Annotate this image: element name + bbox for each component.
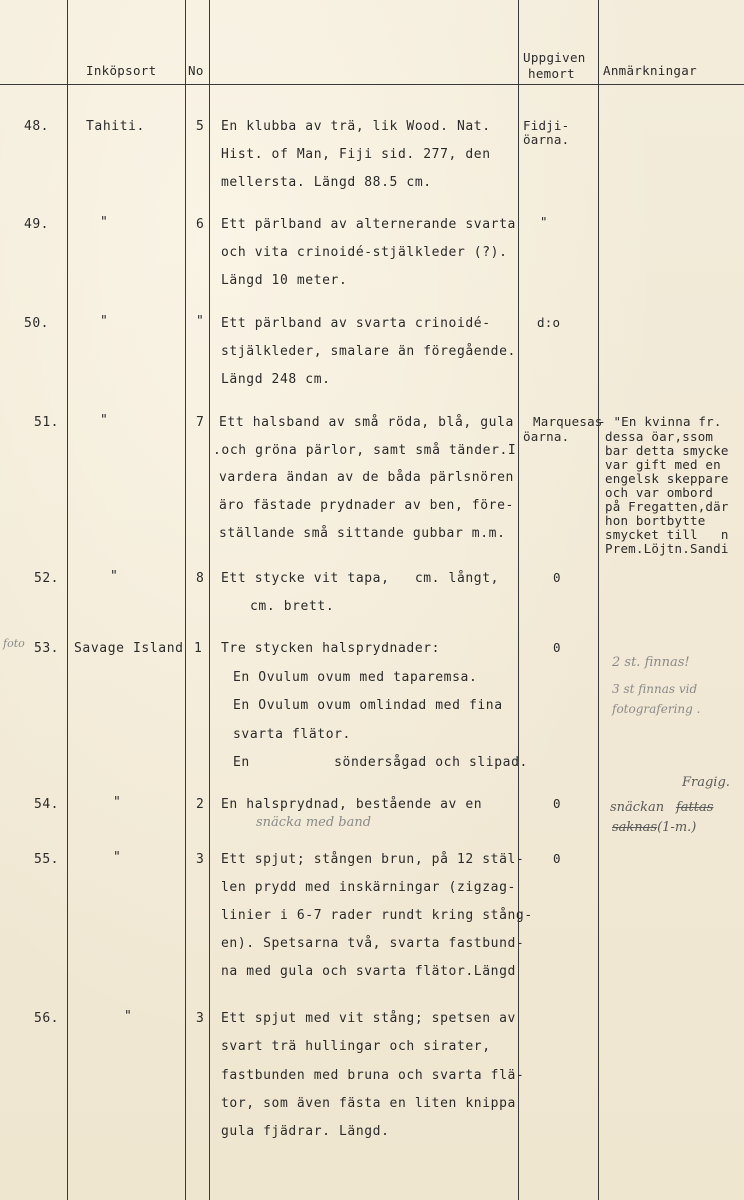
handwritten-insert: snäcka med band bbox=[256, 815, 372, 830]
home-place-line: 0 bbox=[553, 851, 561, 866]
column-rule bbox=[598, 0, 599, 1200]
description-line: En Ovulum ovum omlindad med fina bbox=[233, 698, 503, 713]
description-line: linier i 6-7 rader rundt kring stång- bbox=[221, 908, 533, 923]
entry-place: " bbox=[113, 850, 122, 865]
entry-no: 3 bbox=[196, 1011, 205, 1026]
description-line: stjälkleder, smalare än föregående. bbox=[221, 344, 516, 359]
entry-number: 51. bbox=[34, 415, 59, 430]
handwritten-remark: 2 st. finnas! bbox=[612, 655, 690, 670]
remark-line: var gift med en bbox=[605, 457, 721, 472]
handwritten-remark: saknas(1-m.) bbox=[612, 820, 697, 835]
entry-place: " bbox=[100, 314, 109, 329]
entry-place: " bbox=[110, 569, 119, 584]
description-line: tor, som även fästa en liten knippa bbox=[221, 1096, 516, 1111]
entry-no: 2 bbox=[196, 797, 205, 812]
entry-no: 5 bbox=[196, 119, 205, 134]
entry-no: 3 bbox=[196, 852, 205, 867]
margin-note: foto bbox=[3, 637, 25, 650]
handwritten-remark: fotografering . bbox=[612, 702, 701, 716]
remark-line: Prem.Löjtn.Sandi bbox=[605, 541, 729, 556]
description-line: fastbunden med bruna och svarta flä- bbox=[221, 1068, 525, 1083]
column-rule bbox=[185, 0, 186, 1200]
header-anmarkningar: Anmärkningar bbox=[603, 63, 697, 78]
description-line: Längd 248 cm. bbox=[221, 372, 331, 387]
description-line: cm. brett. bbox=[250, 599, 335, 614]
entry-no: " bbox=[196, 314, 205, 329]
description-line: Tre stycken halsprydnader: bbox=[221, 641, 441, 656]
entry-place: Savage Island bbox=[74, 641, 184, 656]
description-line: Ett stycke vit tapa, cm. långt, bbox=[221, 571, 500, 586]
handwritten-remark: 3 st finnas vid bbox=[612, 682, 698, 696]
column-rule bbox=[67, 0, 68, 1200]
description-line: svart trä hullingar och sirater, bbox=[221, 1039, 491, 1054]
entry-number: 55. bbox=[34, 852, 59, 867]
handwritten-remark: Fragig. bbox=[682, 775, 730, 790]
entry-no: 1 bbox=[194, 641, 203, 656]
remark-line: och var ombord bbox=[605, 485, 714, 500]
description-line: vardera ändan av de båda pärlsnören bbox=[219, 470, 514, 485]
entry-number: 49. bbox=[24, 217, 49, 232]
header-rule bbox=[0, 84, 744, 85]
home-place-line: 0 bbox=[553, 570, 561, 585]
home-place-line: " bbox=[540, 214, 548, 229]
entry-number: 52. bbox=[34, 571, 59, 586]
entry-no: 6 bbox=[196, 217, 205, 232]
remark-line: dessa öar,ssom bbox=[605, 429, 714, 444]
entry-number: 56. bbox=[34, 1011, 59, 1026]
description-line: len prydd med inskärningar (zigzag- bbox=[221, 880, 516, 895]
description-line: Ett spjut; stången brun, på 12 stäl- bbox=[221, 852, 525, 867]
description-line: En halsprydnad, bestående av en bbox=[221, 797, 483, 812]
description-line: En Ovulum ovum med taparemsa. bbox=[233, 670, 478, 685]
entry-no: 8 bbox=[196, 571, 205, 586]
header-inkopsort: Inköpsort bbox=[86, 63, 157, 78]
entry-number: 54. bbox=[34, 797, 59, 812]
remark-line: - "En kvinna fr. bbox=[598, 414, 722, 429]
column-rule bbox=[209, 0, 210, 1200]
description-line: Ett spjut med vit stång; spetsen av bbox=[221, 1011, 516, 1026]
description-line: svarta flätor. bbox=[233, 727, 351, 742]
entry-place: " bbox=[124, 1009, 133, 1024]
description-line: mellersta. Längd 88.5 cm. bbox=[221, 175, 432, 190]
description-line: En klubba av trä, lik Wood. Nat. bbox=[221, 119, 491, 134]
remark-line: på Fregatten,där bbox=[605, 499, 729, 514]
header-uppgiven-hemort: Uppgiven hemort bbox=[523, 50, 586, 81]
remark-line: smycket till n bbox=[605, 527, 729, 542]
entry-place: " bbox=[113, 795, 122, 810]
entry-number: 48. bbox=[24, 119, 49, 134]
description-line: .och gröna pärlor, samt små tänder.I bbox=[213, 443, 517, 458]
description-line: na med gula och svarta flätor.Längd bbox=[221, 964, 516, 979]
description-line: gula fjädrar. Längd. bbox=[221, 1124, 390, 1139]
home-place-line: d:o bbox=[537, 315, 561, 330]
remark-line: hon bortbytte bbox=[605, 513, 706, 528]
home-place-line: öarna. bbox=[523, 132, 570, 147]
description-line: Ett pärlband av svarta crinoidé- bbox=[221, 316, 491, 331]
home-place-line: 0 bbox=[553, 796, 561, 811]
description-line: En söndersågad och slipad. bbox=[233, 755, 528, 770]
description-line: Ett pärlband av alternerande svarta bbox=[221, 217, 516, 232]
entry-number: 53. bbox=[34, 641, 59, 656]
home-place-line: Fidji- bbox=[523, 118, 570, 133]
description-line: Längd 10 meter. bbox=[221, 273, 348, 288]
entry-number: 50. bbox=[24, 316, 49, 331]
description-line: äro fästade prydnader av ben, före- bbox=[219, 498, 514, 513]
handwritten-remark-struck: fattas bbox=[676, 800, 714, 815]
home-place-line: Marquesas bbox=[533, 414, 603, 429]
column-rule bbox=[518, 0, 519, 1200]
remark-line: bar detta smycke bbox=[605, 443, 729, 458]
home-place-line: 0 bbox=[553, 640, 561, 655]
entry-place: " bbox=[100, 413, 109, 428]
header-no: No bbox=[188, 63, 204, 78]
home-place-line: öarna. bbox=[523, 429, 570, 444]
description-line: och vita crinoidé-stjälkleder (?). bbox=[221, 245, 508, 260]
remark-line: engelsk skeppare bbox=[605, 471, 729, 486]
description-line: Ett halsband av små röda, blå, gula bbox=[219, 415, 514, 430]
handwritten-remark: snäckan bbox=[610, 800, 665, 815]
description-line: en). Spetsarna två, svarta fastbund- bbox=[221, 936, 525, 951]
entry-no: 7 bbox=[196, 415, 205, 430]
entry-place: Tahiti. bbox=[86, 119, 145, 134]
entry-place: " bbox=[100, 215, 109, 230]
description-line: ställande små sittande gubbar m.m. bbox=[219, 526, 506, 541]
description-line: Hist. of Man, Fiji sid. 277, den bbox=[221, 147, 491, 162]
